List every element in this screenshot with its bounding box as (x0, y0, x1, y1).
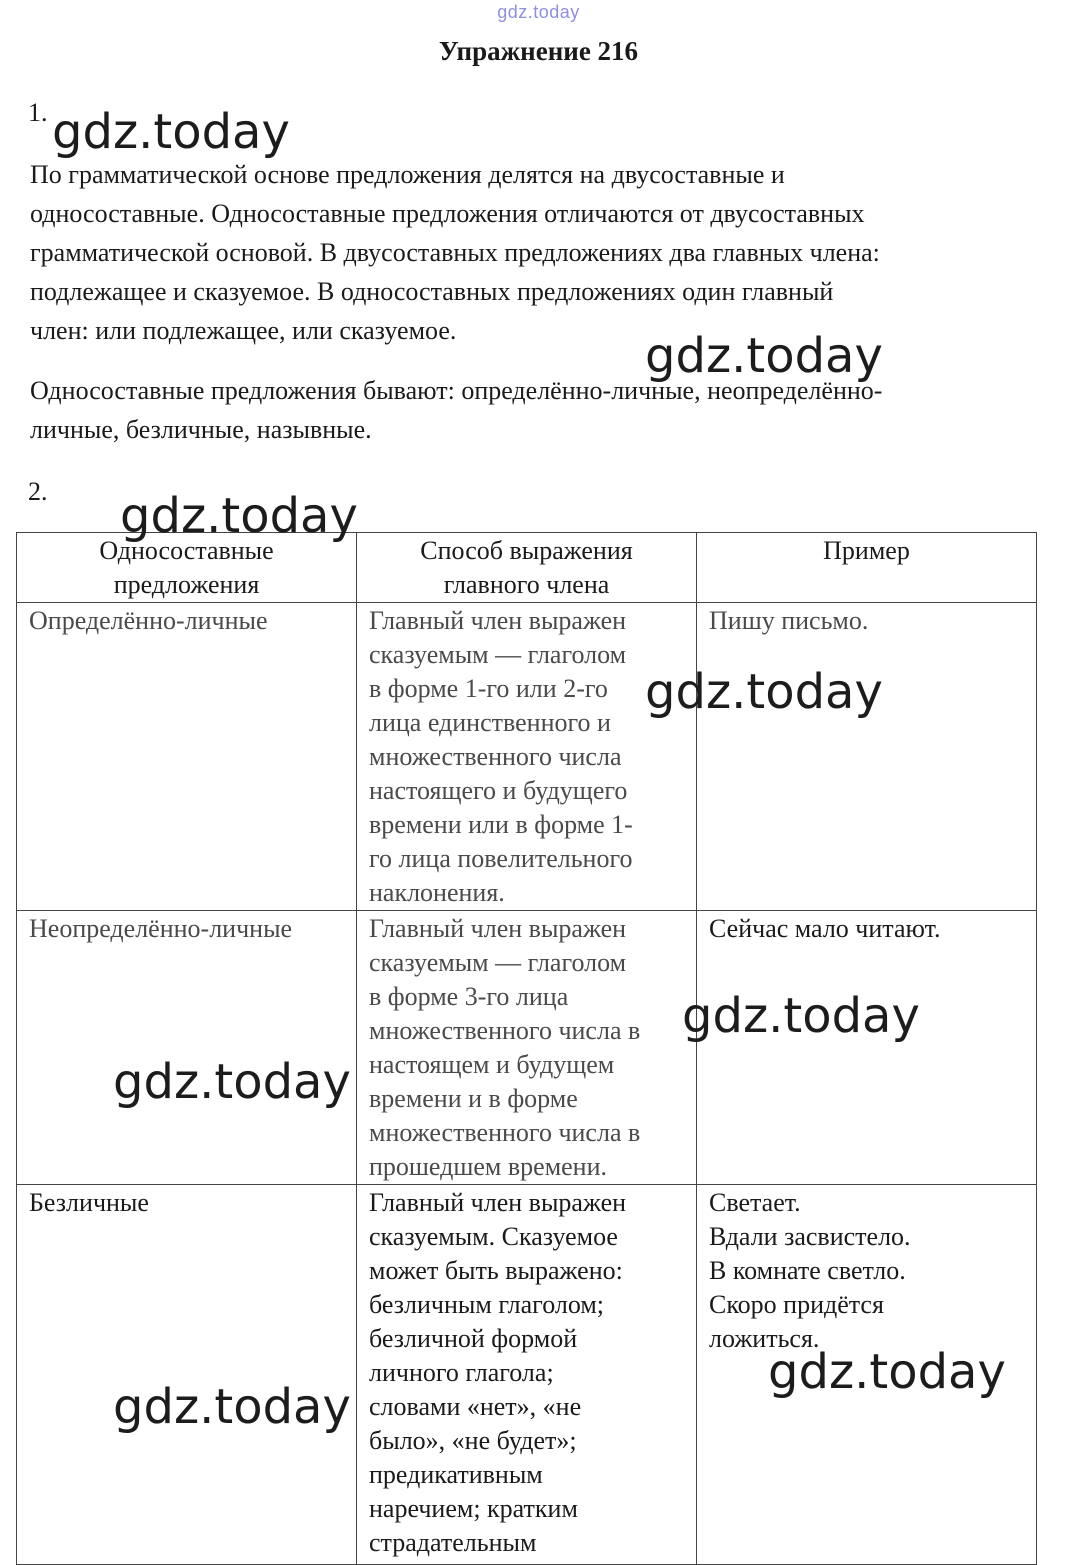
cell-expression (357, 603, 697, 911)
cell-expression (357, 1185, 697, 1565)
cell-line: В комнате светло. (709, 1256, 906, 1285)
site-label: gdz.today (497, 2, 580, 22)
cell-type (17, 1185, 357, 1565)
cell-line: в форме 3-го лица (369, 982, 569, 1011)
cell-line: словами «нет», «не (369, 1392, 582, 1421)
cell-line: личного глагола; (369, 1358, 554, 1387)
page-title: Упражнение 216 (438, 36, 639, 66)
cell-line: Безличные (29, 1188, 149, 1217)
cell-line: безличным глаголом; (369, 1290, 605, 1319)
cell-line: может быть выражено: (369, 1256, 623, 1285)
cell-line: лица единственного и (369, 708, 611, 737)
cell-line: ложиться. (709, 1324, 820, 1353)
cell-line: Неопределённо-личные (29, 914, 293, 943)
header-line: предложения (113, 570, 260, 599)
cell-line: сказуемым. Сказуемое (369, 1222, 618, 1251)
header-example (697, 533, 1037, 603)
paragraph-line: член: или подлежащее, или сказуемое. (30, 316, 457, 345)
cell-line: сказуемым — глаголом (369, 948, 627, 977)
cell-line: Главный член выражен (369, 914, 627, 943)
watermark: gdz.today (645, 664, 883, 720)
paragraph-line: подлежащее и сказуемое. В односоставных предложениях один главный (30, 277, 834, 306)
header-line: главного члена (443, 570, 610, 599)
watermark: gdz.today (113, 1054, 351, 1110)
header-expression (357, 533, 697, 603)
paragraph-line: односоставные. Односоставные предложения отличаются от двусоставных (30, 199, 865, 228)
cell-line: Главный член выражен (369, 606, 627, 635)
paragraph-line: личные, безличные, назывные. (30, 415, 372, 444)
cell-line: предикативным (369, 1460, 543, 1489)
cell-line: было», «не будет»; (369, 1426, 577, 1455)
cell-line: безличной формой (369, 1324, 578, 1353)
cell-example (697, 911, 1037, 1185)
watermark: gdz.today (645, 328, 883, 384)
table-row (17, 911, 1037, 1185)
cell-line: страдательным (369, 1528, 537, 1557)
watermark: gdz.today (768, 1344, 1006, 1400)
section-number-2: 2. (28, 477, 48, 506)
paragraph-line: По грамматической основе предложения делятся на двусоставные и (30, 160, 785, 189)
paragraph-1 (30, 155, 1030, 350)
table-row (17, 603, 1037, 911)
cell-line: времени и в форме (369, 1084, 578, 1113)
cell-line: наречием; кратким (369, 1494, 578, 1523)
cell-line: множественного числа (369, 742, 622, 771)
cell-type (17, 911, 357, 1185)
cell-line: Вдали засвистело. (709, 1222, 911, 1251)
watermark: gdz.today (113, 1379, 351, 1435)
cell-line: Определённо-личные (29, 606, 268, 635)
watermark: gdz.today (682, 988, 920, 1044)
cell-line: Скоро придётся (709, 1290, 884, 1319)
cell-line: настоящего и будущего (369, 776, 628, 805)
cell-line: прошедшем времени. (369, 1152, 608, 1181)
cell-type (17, 603, 357, 911)
cell-line: множественного числа в (369, 1016, 641, 1045)
cell-line: настоящем и будущем (369, 1050, 615, 1079)
cell-line: множественного числа в (369, 1118, 641, 1147)
cell-line: Сейчас мало читают. (709, 914, 941, 943)
cell-example (697, 603, 1037, 911)
cell-line: Главный член выражен (369, 1188, 627, 1217)
cell-line: в форме 1-го или 2-го (369, 674, 608, 703)
header-line: Пример (823, 536, 910, 565)
header-line: Односоставные (99, 536, 274, 565)
watermark: gdz.today (52, 104, 290, 160)
paragraph-line: грамматической основой. В двусоставных предложениях два главных члена: (30, 238, 880, 267)
cell-line: времени или в форме 1- (369, 810, 633, 839)
paragraph-line: Односоставные предложения бывают: определённо-личные, неопределённо- (30, 376, 883, 405)
cell-line: Светает. (709, 1188, 801, 1217)
header-line: Способ выражения (420, 536, 633, 565)
section-number-1: 1. (28, 98, 48, 127)
cell-expression (357, 911, 697, 1185)
cell-line: Пишу письмо. (709, 606, 869, 635)
watermark: gdz.today (120, 488, 358, 544)
cell-line: го лица повелительного (369, 844, 633, 873)
cell-line: сказуемым — глаголом (369, 640, 627, 669)
cell-line: наклонения. (369, 878, 505, 907)
